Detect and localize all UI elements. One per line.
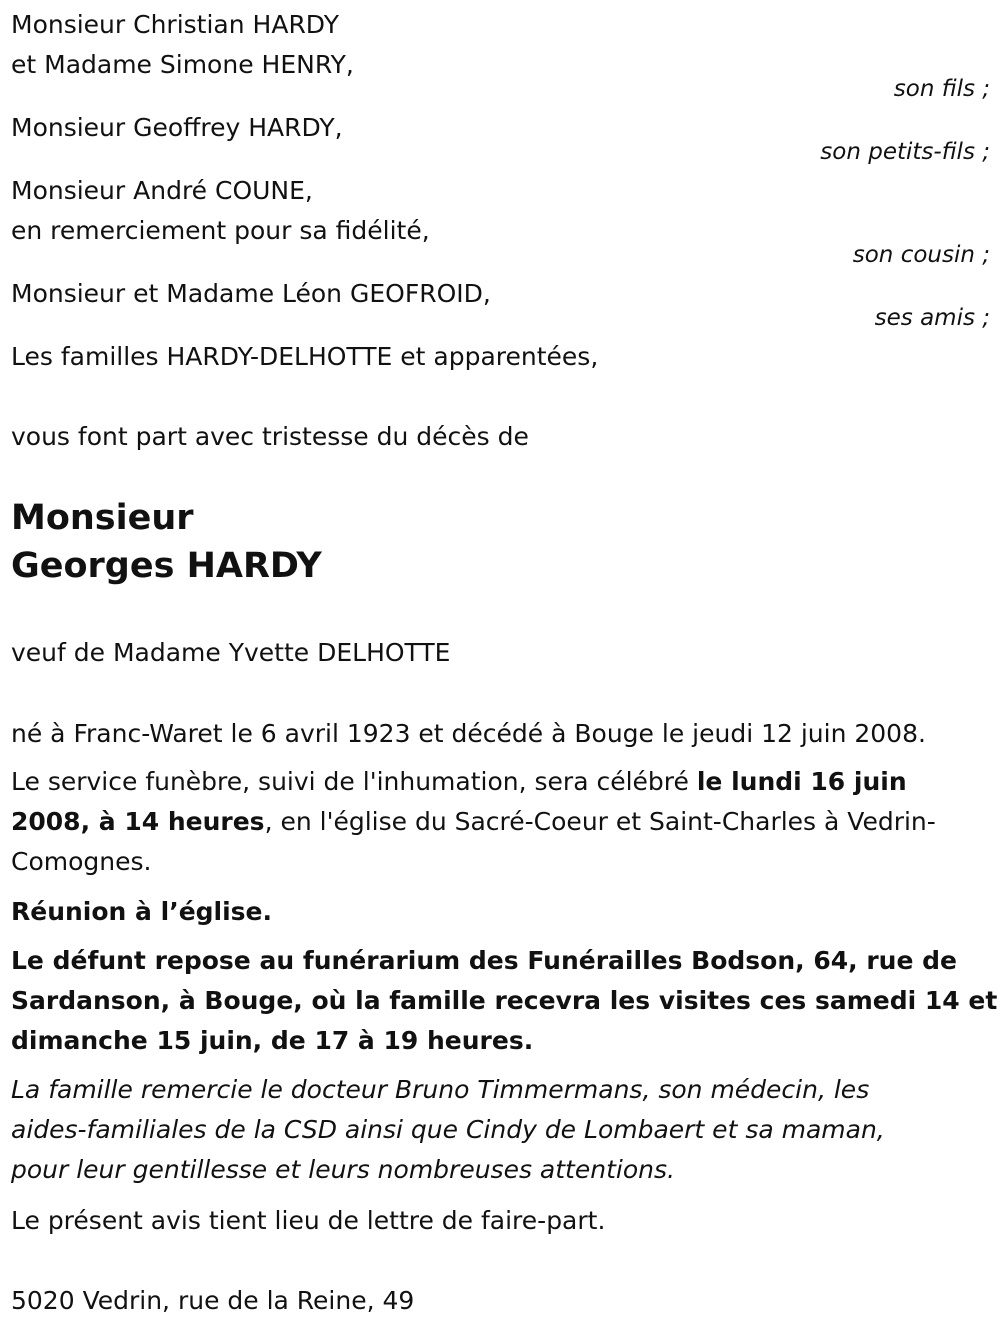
- service-line-2: [11, 802, 936, 842]
- mourner-1-line-2: et Madame Simone HENRY,: [11, 50, 354, 79]
- mourner-3-line-2: en remerciement pour sa fidélité,: [11, 216, 430, 245]
- mourner-1-relation: son fils ;: [893, 76, 990, 102]
- announcement-text: vous font part avec tristesse du décès de: [11, 422, 529, 451]
- deceased-title: Monsieur: [11, 498, 194, 538]
- deceased-name: Georges HARDY: [11, 546, 322, 586]
- widower-of-text: veuf de Madame Yvette DELHOTTE: [11, 638, 451, 667]
- service-text-1: Le service funèbre, suivi de l'inhumation, sera célébré: [11, 767, 697, 796]
- mourner-5-line-1: Les familles HARDY-DELHOTTE et apparentées,: [11, 342, 599, 371]
- repose-line-2: Sardanson, à Bouge, où la famille recevra les visites ces samedi 14 et: [11, 986, 998, 1015]
- service-text-2: , en l'église du Sacré-Coeur et Saint-Charles à Vedrin-: [264, 807, 936, 836]
- notice-text: Le présent avis tient lieu de lettre de faire-part.: [11, 1206, 606, 1235]
- birth-death-text: né à Franc-Waret le 6 avril 1923 et décédé à Bouge le jeudi 12 juin 2008.: [11, 719, 926, 748]
- mourner-2-relation: son petits-fils ;: [820, 139, 990, 165]
- meeting-text: Réunion à l’église.: [11, 897, 273, 926]
- service-date-bold-2: 2008, à 14 heures: [11, 807, 265, 836]
- mourner-4-line-1: Monsieur et Madame Léon GEOFROID,: [11, 279, 491, 308]
- service-line-1: [11, 762, 907, 802]
- mourner-2-line-1: Monsieur Geoffrey HARDY,: [11, 113, 343, 142]
- mourner-3-line-1: Monsieur André COUNE,: [11, 176, 313, 205]
- service-line-3: Comognes.: [11, 847, 152, 876]
- service-date-bold-1: le lundi 16 juin: [696, 767, 907, 796]
- mourner-1-line-1: Monsieur Christian HARDY: [11, 10, 339, 39]
- thanks-line-2: aides-familiales de la CSD ainsi que Cindy de Lombaert et sa maman,: [11, 1115, 885, 1144]
- thanks-line-1: La famille remercie le docteur Bruno Timmermans, son médecin, les: [11, 1075, 870, 1104]
- address-text: 5020 Vedrin, rue de la Reine, 49: [11, 1286, 415, 1315]
- repose-line-3: dimanche 15 juin, de 17 à 19 heures.: [11, 1026, 534, 1055]
- repose-line-1: Le défunt repose au funérarium des Funérailles Bodson, 64, rue de: [11, 946, 957, 975]
- mourner-3-relation: son cousin ;: [852, 242, 990, 268]
- thanks-line-3: pour leur gentillesse et leurs nombreuses attentions.: [11, 1155, 675, 1184]
- mourner-4-relation: ses amis ;: [874, 305, 990, 331]
